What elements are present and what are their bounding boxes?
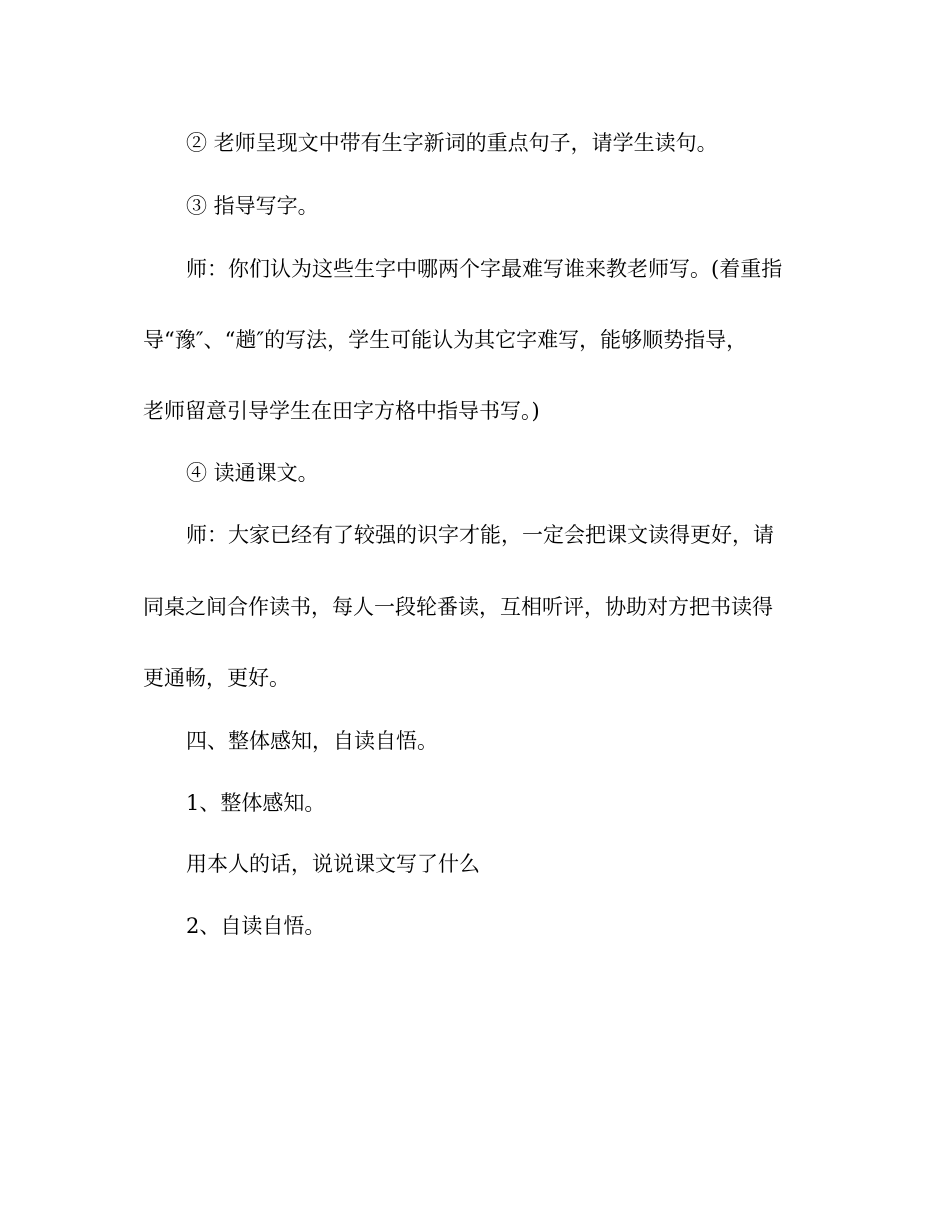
paragraph-line: 四、整体感知，自读自悟。: [186, 729, 438, 753]
paragraph-line: 用本人的话，说说课文写了什么: [186, 852, 480, 876]
paragraph-line: 导“豫″、“趟″的写法，学生可能认为其它字难写，能够顺势指导，: [143, 328, 748, 352]
paragraph-line: 同桌之间合作读书，每人一段轮番读，互相听评，协助对方把书读得: [143, 595, 773, 619]
paragraph-line: 更通畅，更好。: [143, 666, 290, 690]
paragraph-line: 师：大家已经有了较强的识字才能，一定会把课文读得更好，请: [186, 523, 774, 547]
paragraph-line: 师：你们认为这些生字中哪两个字最难写谁来教老师写。(着重指: [186, 257, 783, 281]
paragraph-line: ③ 指导写字。: [186, 194, 319, 218]
paragraph-line: 2、自读自悟。: [186, 914, 326, 938]
paragraph-line: 老师留意引导学生在田字方格中指导书写。): [143, 399, 540, 423]
paragraph-line: ② 老师呈现文中带有生字新词的重点句子，请学生读句。: [186, 131, 718, 155]
paragraph-line: 1、整体感知。: [186, 791, 326, 815]
paragraph-line: ④ 读通课文。: [186, 461, 319, 485]
